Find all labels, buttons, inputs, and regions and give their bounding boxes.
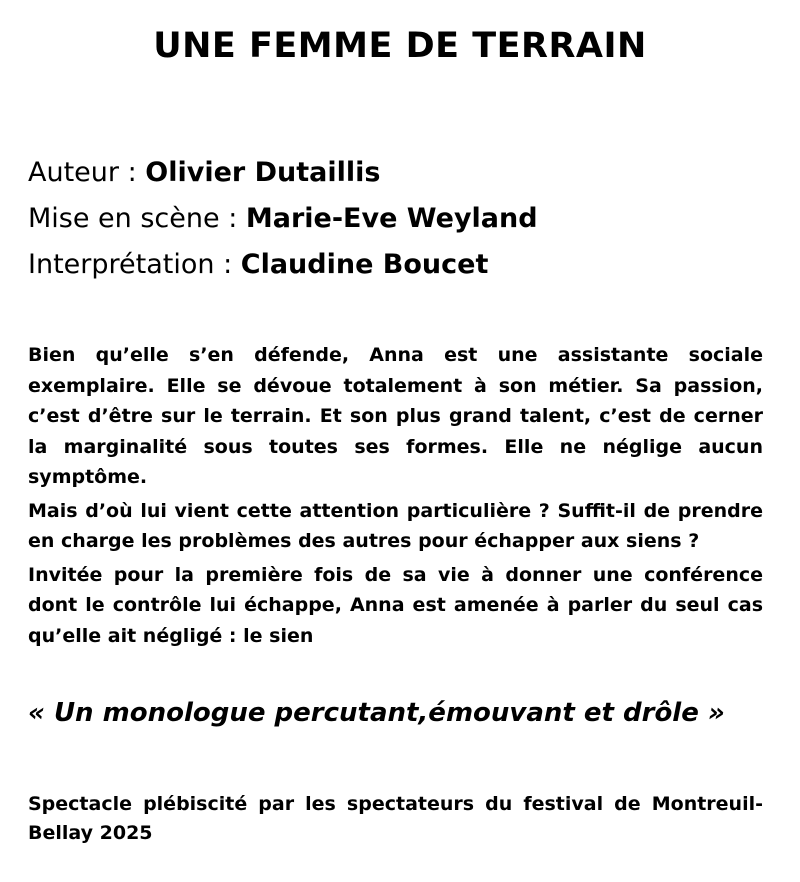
document-title: UNE FEMME DE TERRAIN	[153, 26, 647, 66]
synopsis-paragraph: Mais d’où lui vient cette attention particulière ? Suffit-il de prendre en charge les problèmes des autres pour échapper aux siens ?	[28, 499, 763, 552]
credit-role-label: Auteur :	[28, 157, 146, 188]
credit-role-label: Interprétation :	[28, 249, 241, 280]
credit-person-name: Olivier Dutaillis	[145, 157, 381, 188]
credit-director	[28, 196, 778, 242]
press-quote: « Un monologue percutant,émouvant et drôle »	[28, 698, 725, 728]
footer-note: Spectacle plébiscité par les spectateurs du festival de Montreuil-Bellay 2025	[28, 793, 763, 844]
synopsis	[28, 340, 763, 654]
synopsis-paragraph: Bien qu’elle s’en défende, Anna est une assistante sociale exemplaire. Elle se dévoue totalement à son métier. Sa passion, c’est d’être sur le terrain. Et son plus grand talent, c’est de cerner la marginalité sous toutes ses formes. Elle ne néglige aucun symptôme.	[28, 344, 763, 488]
credit-performer	[28, 242, 778, 288]
credits-block	[28, 150, 778, 288]
synopsis-paragraph: Invitée pour la première fois de sa vie à donner une conférence dont le contrôle lui échappe, Anna est amenée à parler du seul cas qu’elle ait négligé : le sien	[28, 563, 763, 647]
credit-role-label: Mise en scène :	[28, 203, 246, 234]
credit-person-name: Marie-Eve Weyland	[245, 203, 538, 234]
credit-author	[28, 150, 778, 196]
credit-person-name: Claudine Boucet	[240, 249, 489, 280]
